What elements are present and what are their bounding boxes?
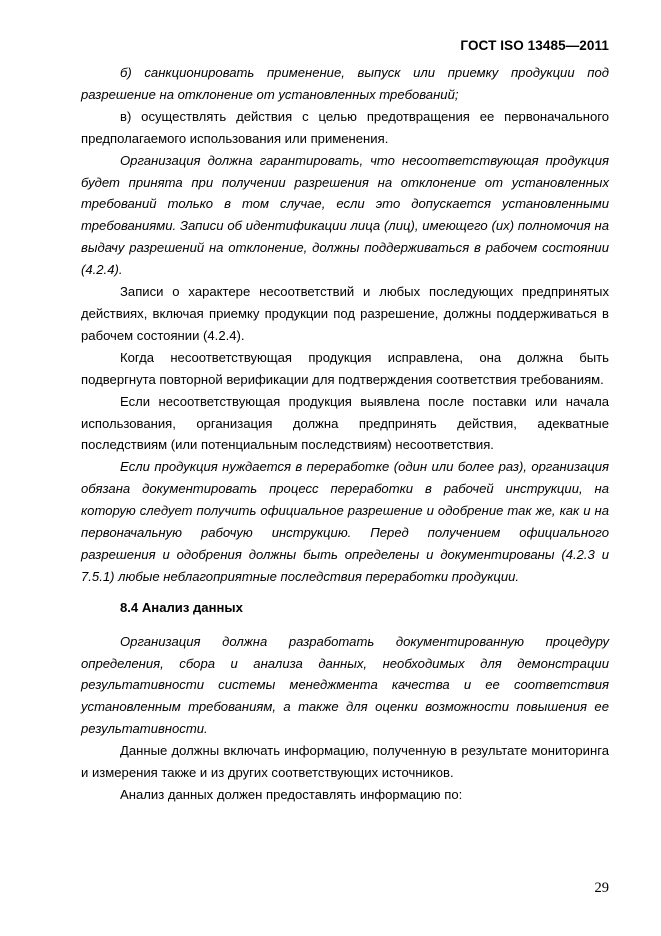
section-heading: 8.4 Анализ данных xyxy=(120,599,243,615)
paragraph-data-sources: Данные должны включать информацию, полученную в результате мониторинга и измерения также и из других соответствующих источников. xyxy=(81,743,609,781)
paragraph-nonconformity-records: Записи о характере несоответствий и любых последующих предпринятых действиях, включая приемку продукции под разрешение, должны поддерживаться в рабочем состоянии (4.2.4). xyxy=(81,284,609,343)
page-number: 29 xyxy=(594,880,609,896)
standard-code-header: ГОСТ ISO 13485—2011 xyxy=(460,38,609,53)
paragraph-reverification: Когда несоответствующая продукция исправлена, она должна быть подвергнута повторной верификации для подтверждения соответствия требованиям. xyxy=(81,349,609,387)
paragraph-data-analysis-procedure: Организация должна разработать документированную процедуру определения, сбора и анализа данных, необходимых для демонстрации результативности системы менеджмента качества и ее соответствия установленным требованиям, а также для оценки возможности повышения ее результативности. xyxy=(81,633,609,737)
paragraph-item-v: в) осуществлять действия с целью предотвращения ее первоначального предполагаемого использования или применения. xyxy=(81,108,609,146)
paragraph-after-delivery: Если несоответствующая продукция выявлена после поставки или начала использования, организация должна предпринять действия, адекватные последствиям (или потенциальным последствиям) несоответствия. xyxy=(81,393,609,453)
page-body xyxy=(81,62,609,806)
paragraph-rework: Если продукция нуждается в переработке (один или более раз), организация обязана документировать процесс переработки в рабочей инструкции, на которую следует получить официальное разрешение и одобрение так же, как и на первоначальную рабочую инструкцию. Перед получением официального разрешения и одобрения должны быть определены и документированы (4.2.3 и 7.5.1) любые неблагоприятные последствия переработки продукции. xyxy=(81,459,609,584)
paragraph-data-analysis-info: Анализ данных должен предоставлять информацию по: xyxy=(120,787,463,802)
paragraph-item-b: б) санкционировать применение, выпуск или приемку продукции под разрешение на отклонение от установленных требований; xyxy=(81,65,609,102)
paragraph-deviation-permit: Организация должна гарантировать, что несоответствующая продукция будет принята при получении разрешения на отклонение от установленных требований только в том случае, если это допускается установленными требованиями. Записи об идентификации лица (лиц), имеющего (их) полномочия на выдачу разрешений на отклонение, должны поддерживаться в рабочем состоянии (4.2.4). xyxy=(81,152,609,278)
